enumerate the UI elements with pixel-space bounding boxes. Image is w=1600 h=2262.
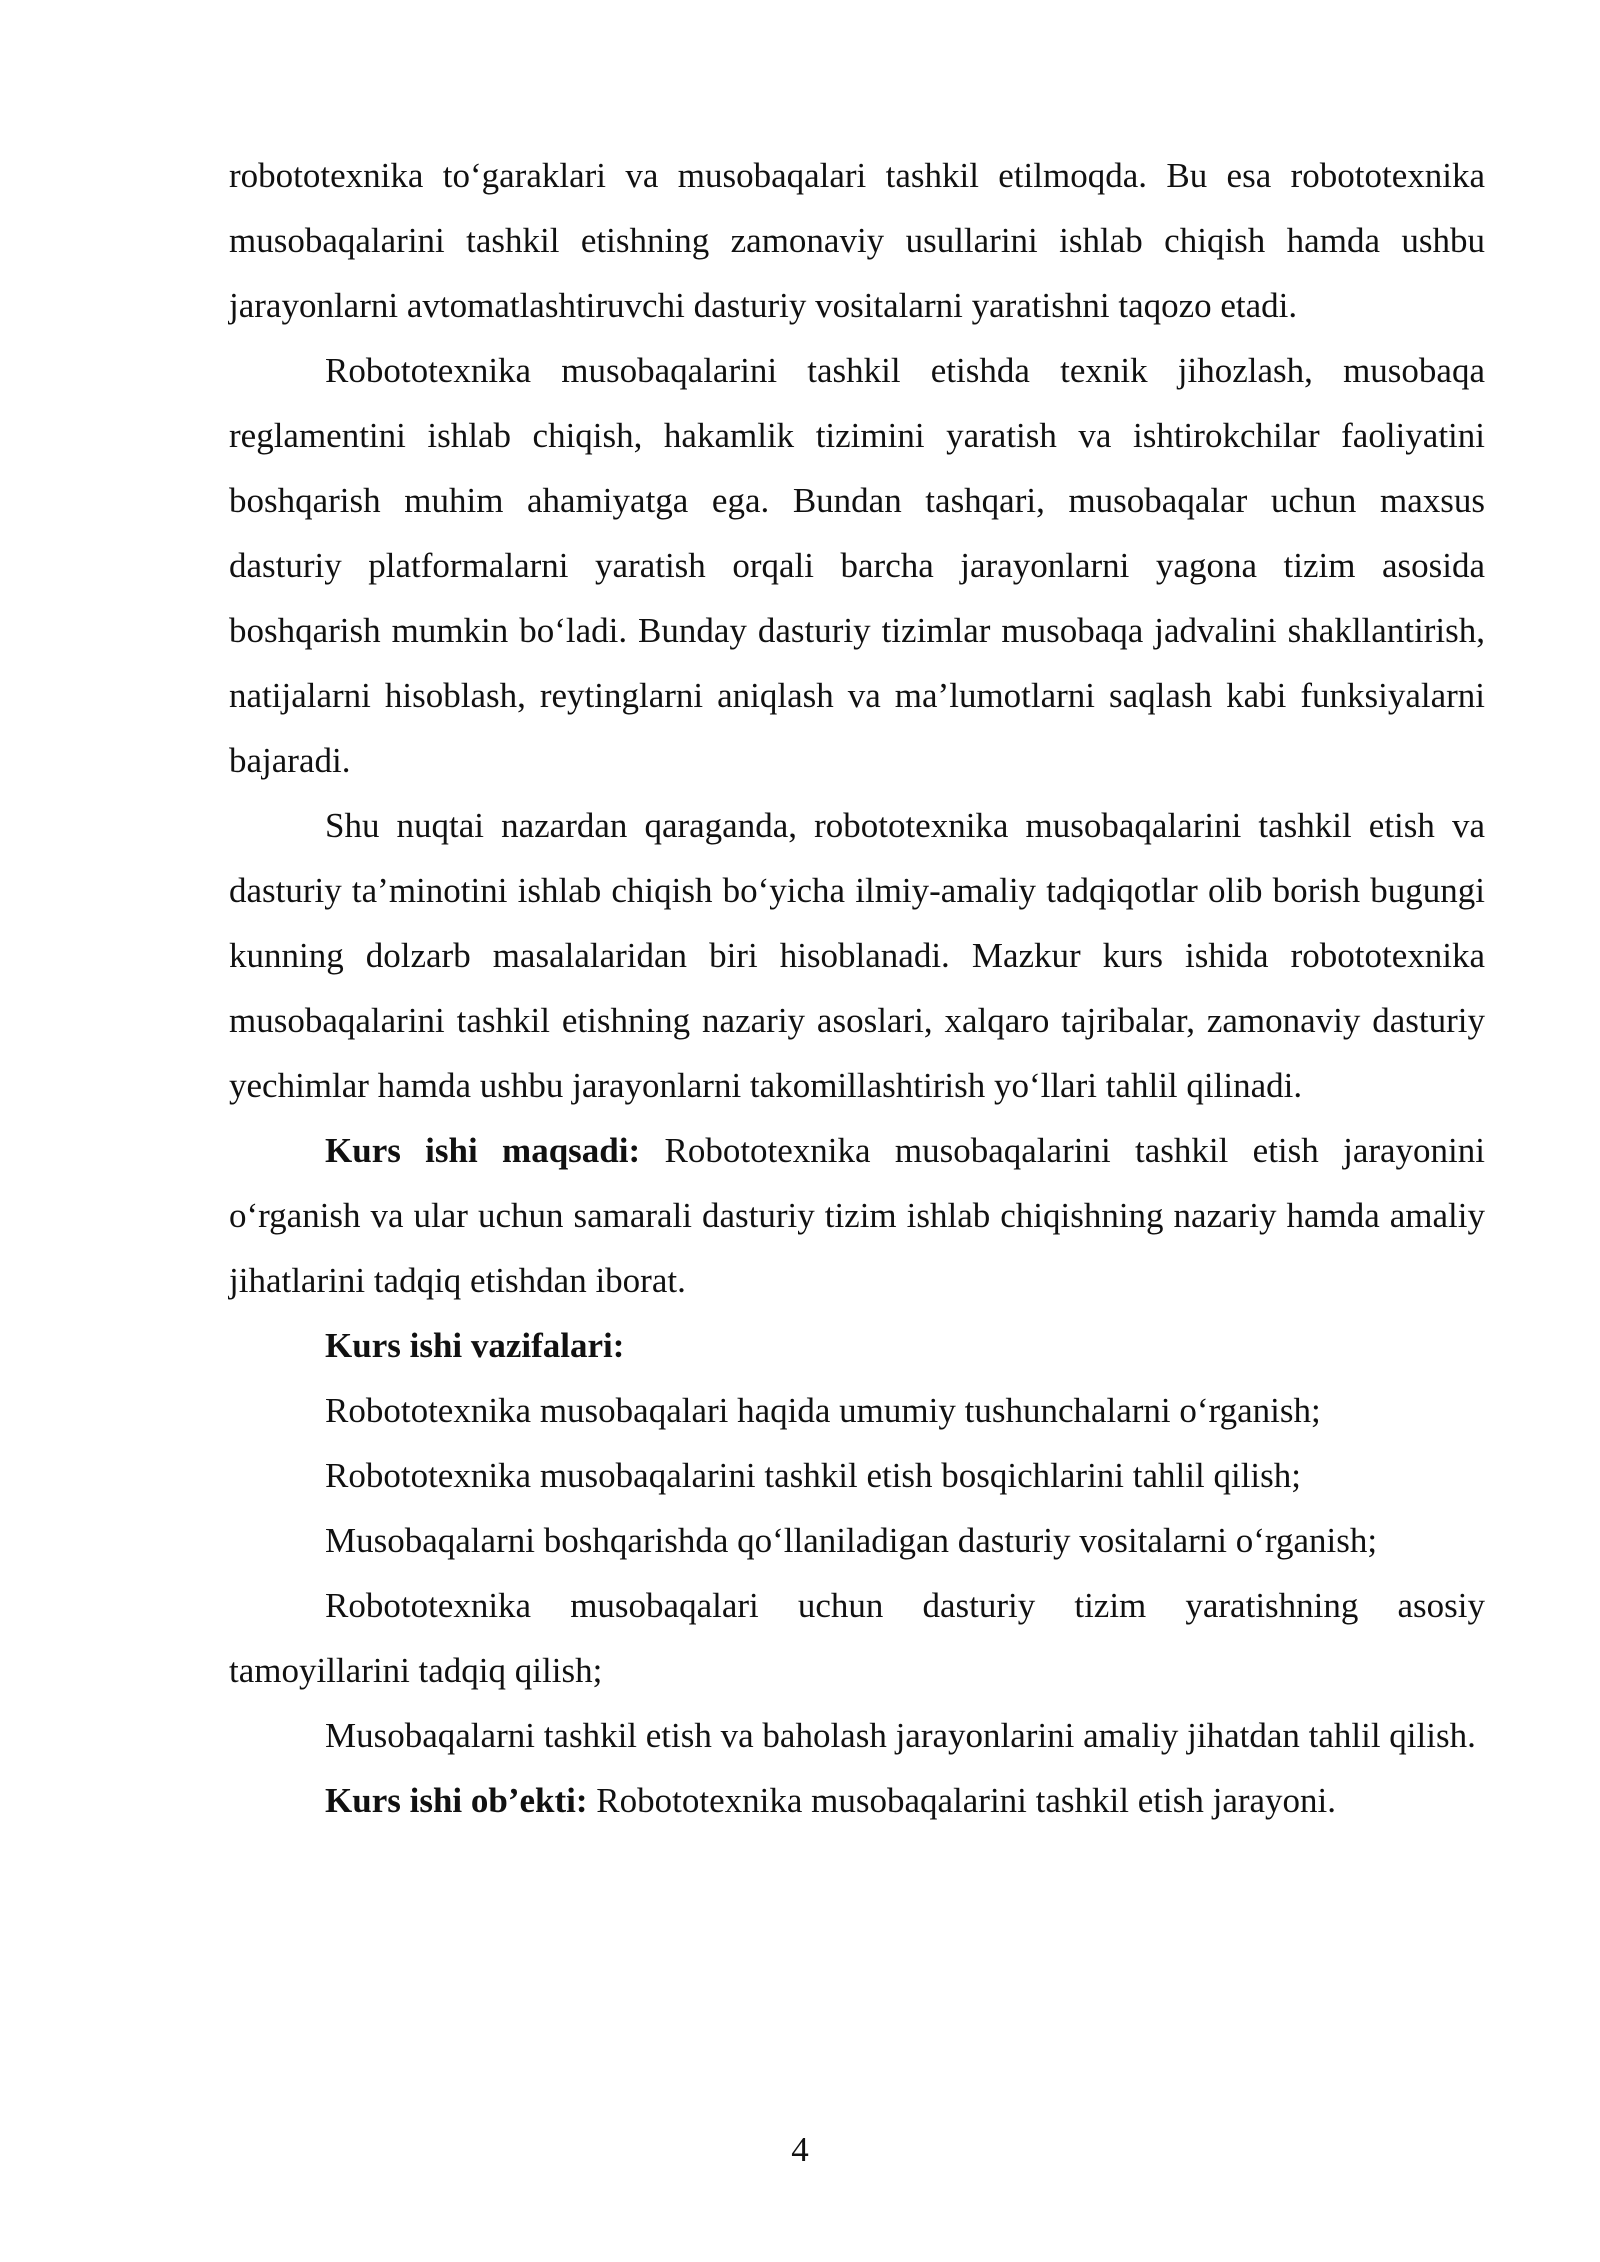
tasks-heading: Kurs ishi vazifalari: <box>325 1326 625 1365</box>
task-item: Robototexnika musobaqalari uchun dasturiy tizim yaratishning asosiy tamoyillarini tadqiq qilish; <box>229 1586 1485 1690</box>
paragraph-tasks-heading <box>229 1313 1485 1378</box>
object-text: Robototexnika musobaqalarini tashkil etish jarayoni. <box>587 1781 1337 1820</box>
document-body <box>229 143 1485 1833</box>
paragraph-organization: Robototexnika musobaqalarini tashkil etishda texnik jihozlash, musobaqa reglamentini ishlab chiqish, hakamlik tizimini yaratish va ishtirokchilar faoliyatini boshqarish muhim ahamiyatga ega. Bundan tashqari, musobaqalar uchun maxsus dasturiy platformalarni yaratish orqali barcha jarayonlarni yagona tizim asosida boshqarish mumkin bo‘ladi. Bunday dasturiy tizimlar musobaqa jadvalini shakllantirish, natijalarni hisoblash, reytinglarni aniqlash va ma’lumotlarni saqlash kabi funksiyalarni bajaradi. <box>229 351 1485 780</box>
goal-heading: Kurs ishi maqsadi: <box>325 1131 641 1170</box>
task-item: Robototexnika musobaqalarini tashkil etish bosqichlarini tahlil qilish; <box>325 1456 1301 1495</box>
page-number: 4 <box>791 2130 809 2169</box>
task-item: Musobaqalarni tashkil etish va baholash jarayonlarini amaliy jihatdan tahlil qilish. <box>325 1716 1476 1755</box>
task-item: Musobaqalarni boshqarishda qo‘llaniladigan dasturiy vositalarni o‘rganish; <box>325 1521 1378 1560</box>
task-item: Robototexnika musobaqalari haqida umumiy tushunchalarni o‘rganish; <box>325 1391 1321 1430</box>
paragraph-object <box>229 1768 1485 1833</box>
goal-text: Robototexnika musobaqalarini tashkil etish jarayonini o‘rganish va ular uchun samarali dasturiy tizim ishlab chiqishning nazariy hamda amaliy jihatlarini tadqiq etishdan iborat. <box>229 1131 1485 1300</box>
object-heading: Kurs ishi ob’ekti: <box>325 1781 588 1820</box>
paragraph-goal <box>229 1118 1485 1313</box>
paragraph-continuation: robototexnika to‘garaklari va musobaqalari tashkil etilmoqda. Bu esa robototexnika musobaqalarini tashkil etishning zamonaviy usullarini ishlab chiqish hamda ushbu jarayonlarni avtomatlashtiruvchi dasturiy vositalarni yaratishni taqozo etadi. <box>229 156 1485 325</box>
paragraph-relevance: Shu nuqtai nazardan qaraganda, robototexnika musobaqalarini tashkil etish va dasturiy ta’minotini ishlab chiqish bo‘yicha ilmiy-amaliy tadqiqotlar olib borish bugungi kunning dolzarb masalalaridan biri hisoblanadi. Mazkur kurs ishida robototexnika musobaqalarini tashkil etishning nazariy asoslari, xalqaro tajribalar, zamonaviy dasturiy yechimlar hamda ushbu jarayonlarni takomillashtirish yo‘llari tahlil qilinadi. <box>229 806 1485 1105</box>
